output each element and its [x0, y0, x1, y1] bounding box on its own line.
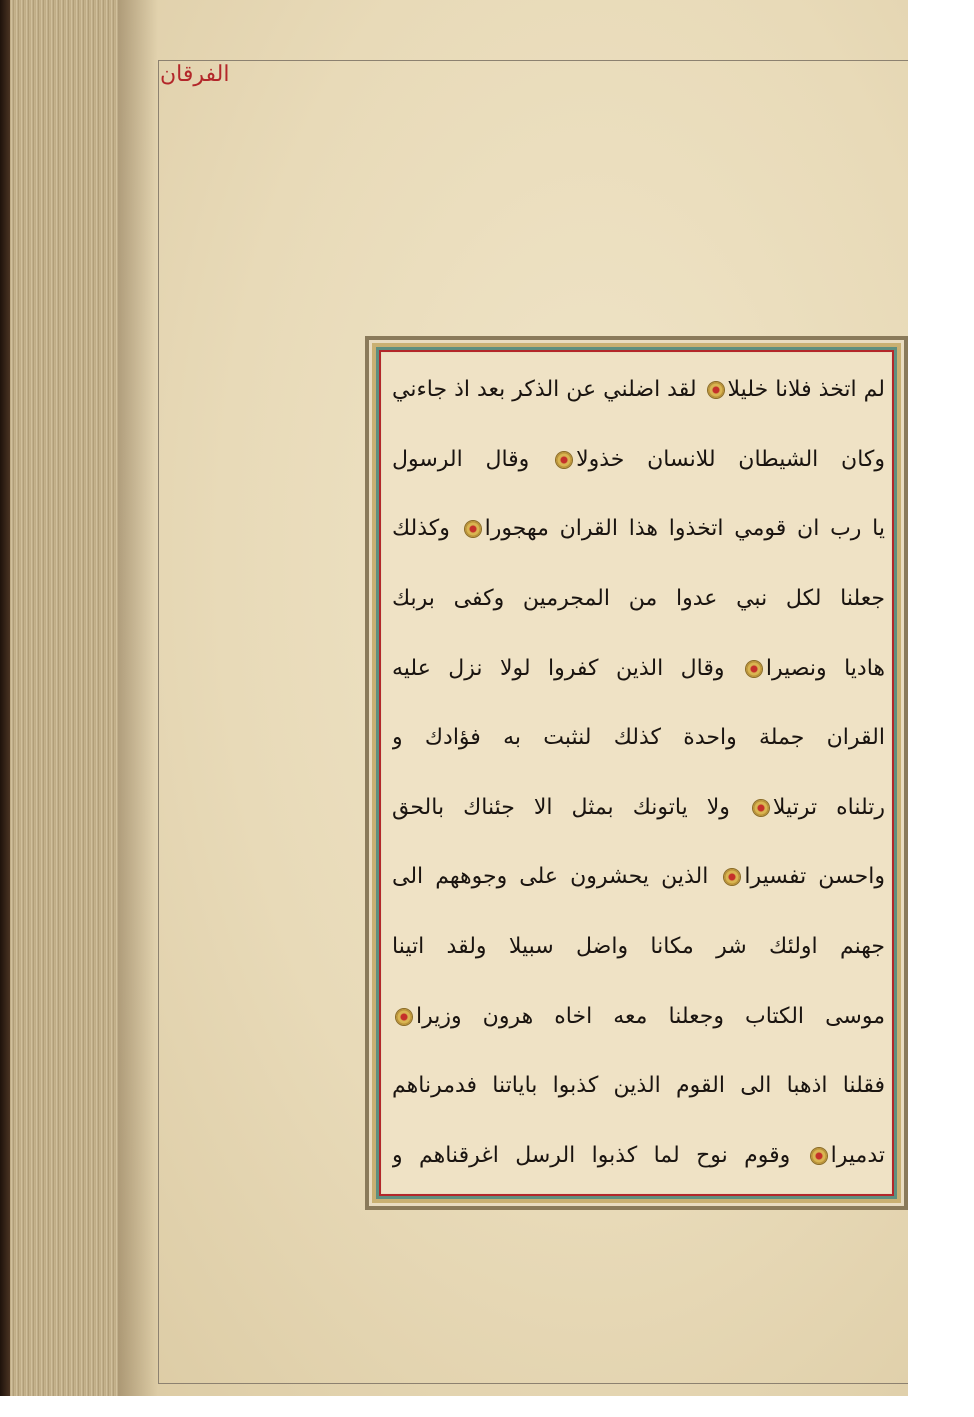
gutter-shadow: [118, 0, 158, 1396]
right-margin: [908, 0, 974, 1396]
verse-rosette-icon: [724, 869, 740, 885]
line-text: جهنم اولئك شر مكانا واضل سبيلا: [508, 934, 885, 959]
text-line: [392, 1127, 885, 1185]
text-line: [392, 431, 885, 489]
line-text: واحسن تفسيرا: [744, 864, 885, 890]
line-text-continued: وقال الذين كفروا لولا نزل عليه: [392, 655, 742, 681]
text-line: [392, 640, 885, 698]
page-edges: [0, 0, 120, 1396]
line-text: تدميرا: [830, 1142, 885, 1168]
verse-rosette-icon: [556, 452, 572, 468]
line-text-continued: ولقد اتينا: [392, 934, 509, 959]
line-text: وكان الشيطان للانسان خذولا: [576, 446, 885, 472]
line-text-continued: وقوم نوح لما كذبوا الرسل اغرقناهم و: [392, 1142, 807, 1168]
line-text-continued: وقال الرسول: [392, 446, 553, 472]
text-line: [392, 848, 885, 906]
text-line: [392, 1057, 885, 1115]
line-text-continued: لقد اضلني عن الذكر بعد اذ جاءني: [392, 377, 704, 402]
text-line: [392, 709, 885, 767]
text-line: [392, 570, 885, 628]
text-panel: [365, 336, 908, 1210]
verse-rosette-icon: [746, 661, 762, 677]
line-text-continued: الذين يحشرون على وجوههم الى: [392, 864, 721, 890]
text-line: [392, 918, 885, 976]
line-text: موسى الكتاب وجعلنا معه اخاه هرون وزيرا: [416, 1003, 885, 1029]
verse-rosette-icon: [811, 1148, 827, 1164]
line-text-continued: ولا ياتونك بمثل الا جئناك بالحق: [392, 794, 749, 820]
text-line: [392, 500, 885, 558]
line-text: لم اتخذ فلانا خليلا: [727, 377, 885, 402]
text-line: [392, 779, 885, 837]
verse-rosette-icon: [396, 1009, 412, 1025]
surah-heading: الفرقان: [160, 62, 230, 87]
text-line: [392, 361, 885, 419]
bottom-margin: [0, 1396, 974, 1417]
text-area: [382, 353, 891, 1193]
line-text-continued: وكذلك: [392, 516, 461, 542]
verse-rosette-icon: [465, 521, 481, 537]
line-text: رتلناه ترتيلا: [772, 794, 885, 820]
text-line: [392, 988, 885, 1046]
verse-rosette-icon: [753, 800, 769, 816]
line-text: جعلنا لكل نبي عدوا من المجرمين وكفى بربك: [392, 585, 885, 611]
line-text: هاديا ونصيرا: [765, 655, 885, 681]
text-lines: [392, 361, 885, 1185]
verse-rosette-icon: [708, 382, 724, 398]
line-text: يا رب ان قومي اتخذوا هذا القران مهجورا: [484, 516, 885, 542]
line-text: فقلنا اذهبا الى القوم الذين كذبوا باياتنا فدمرناهم: [392, 1073, 885, 1099]
line-text: القران جملة واحدة كذلك لنثبت به فؤادك و: [392, 725, 885, 751]
